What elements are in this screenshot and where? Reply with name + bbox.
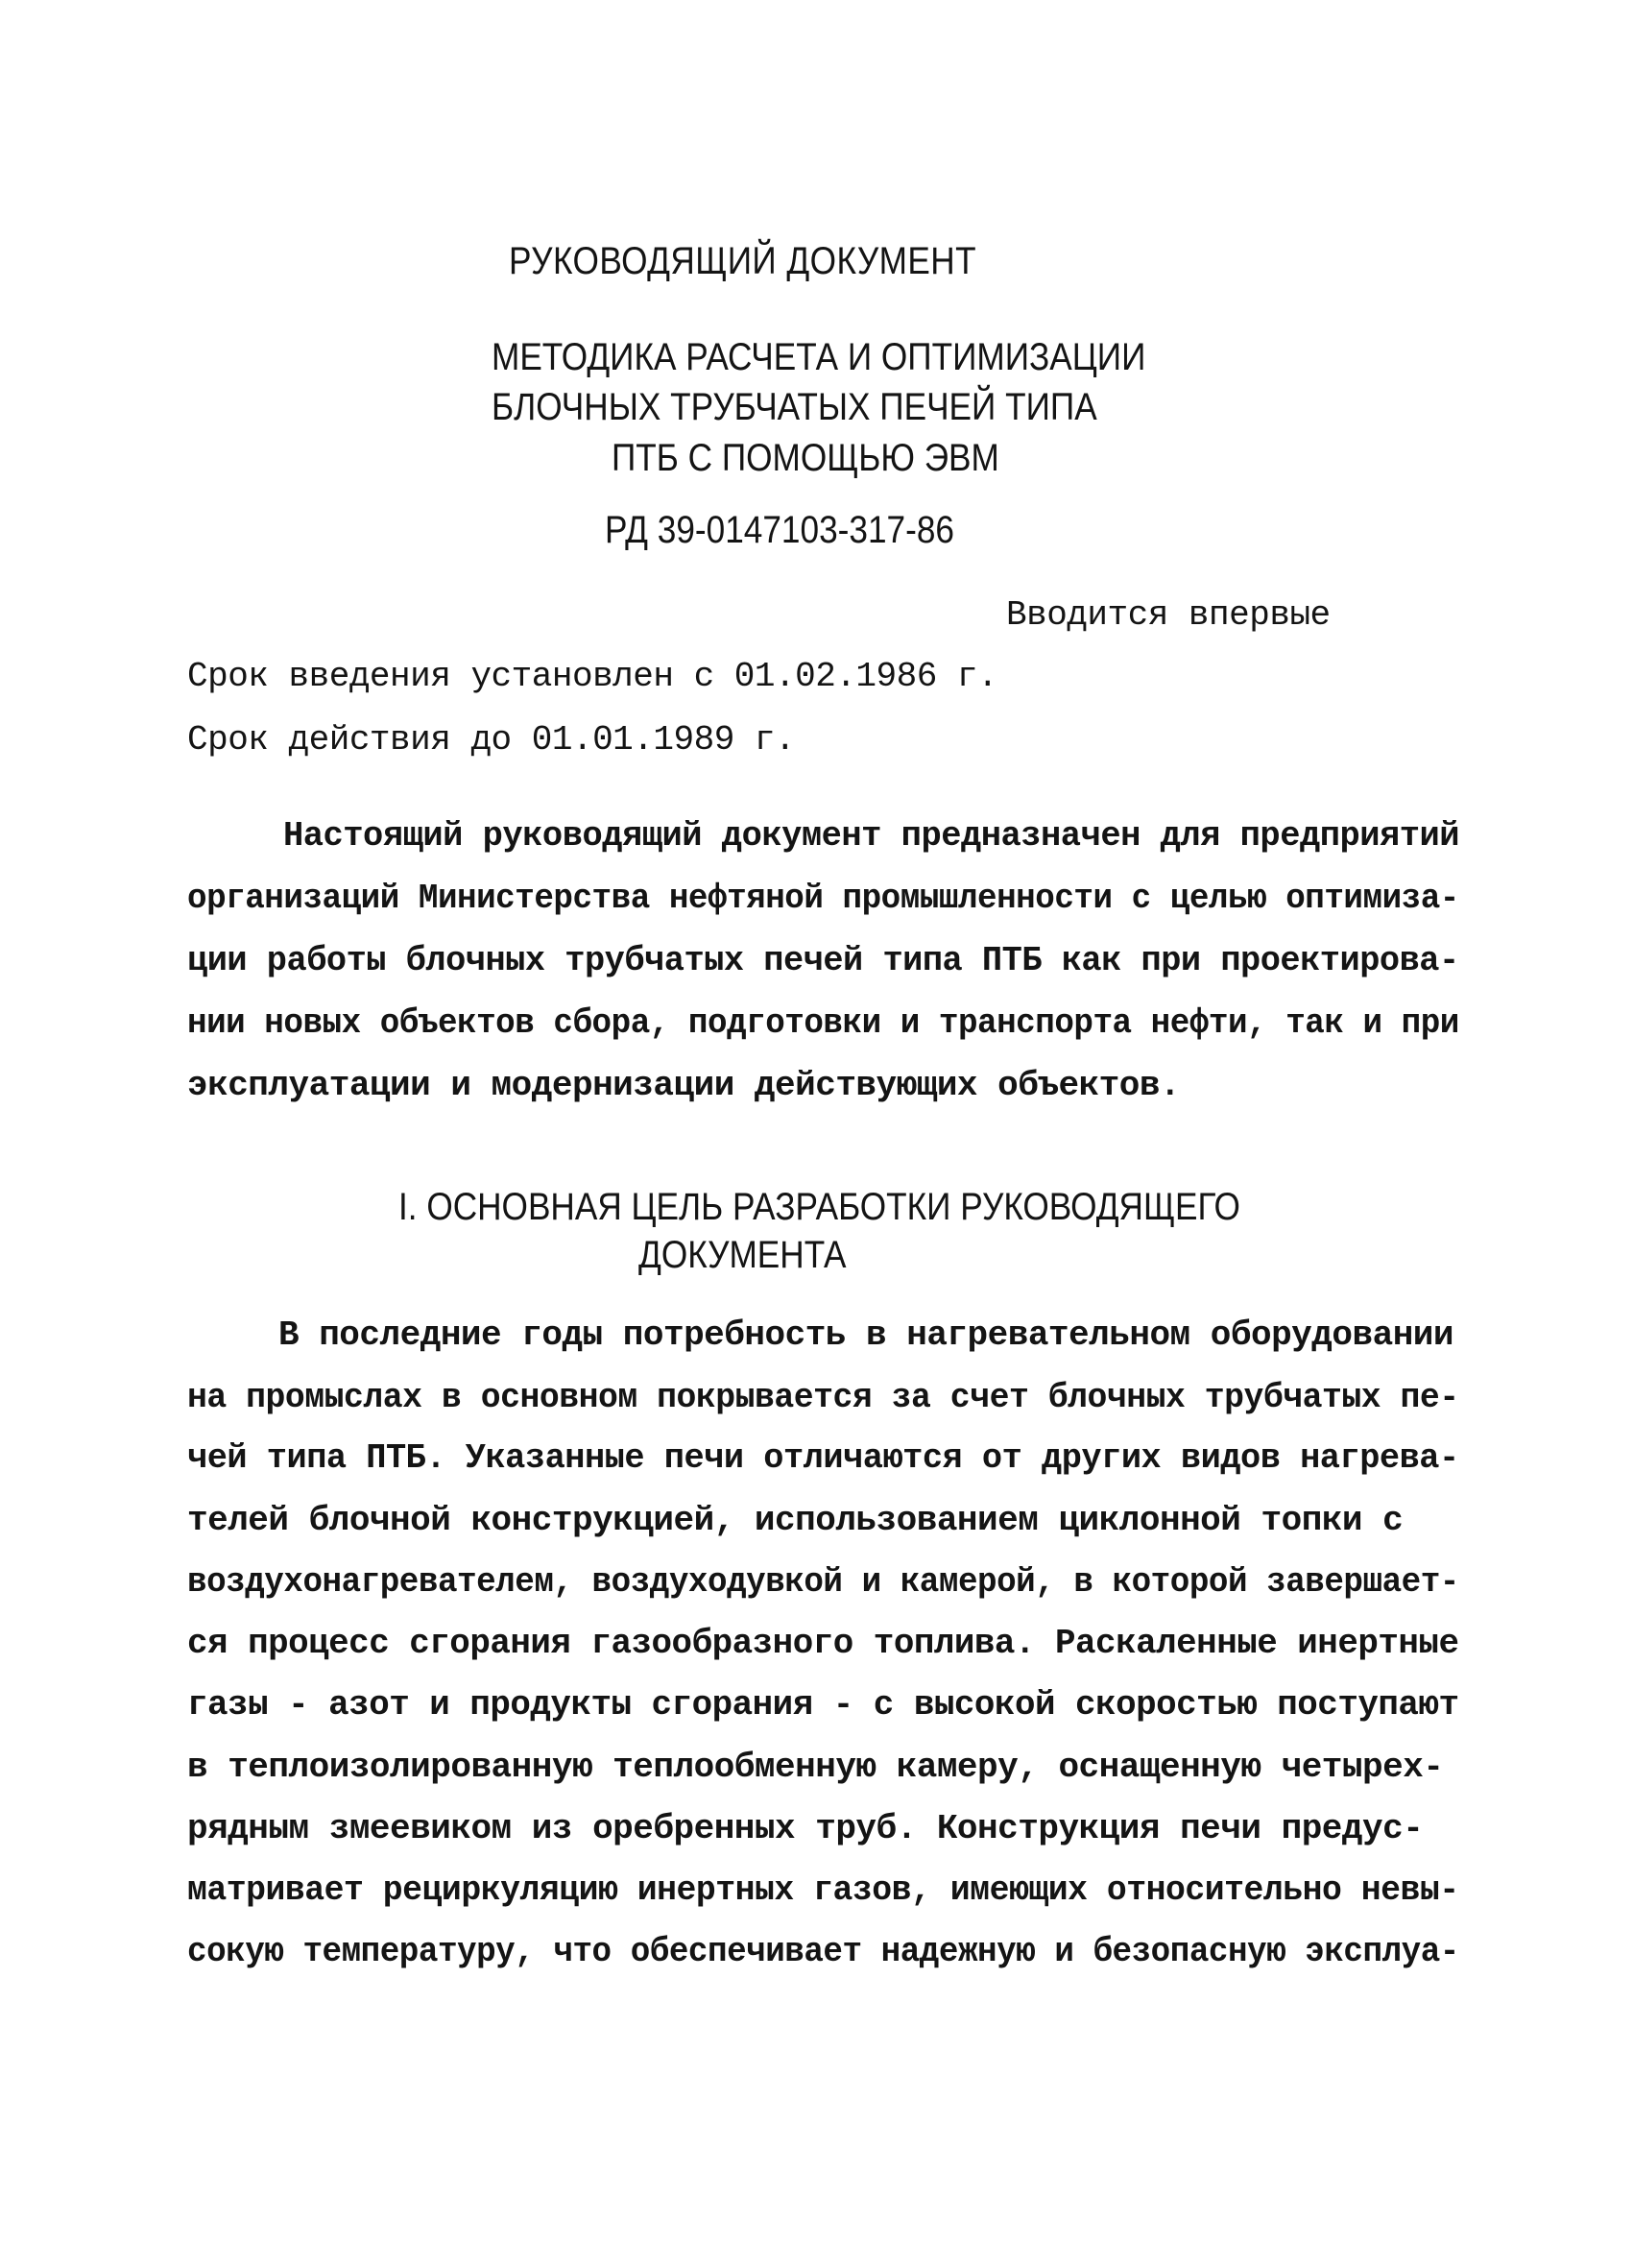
paragraph-line: на промыслах в основном покрывается за счет блочных трубчатых пе- — [187, 1378, 1459, 1417]
status-intro: Вводится впервые — [1006, 595, 1331, 635]
paragraph-line: организаций Министерства нефтяной промышленности с целью оптимиза- — [187, 879, 1459, 918]
effective-from: Срок введения установлен с 01.02.1986 г. — [187, 657, 998, 696]
paragraph-line: В последние годы потребность в нагревательном оборудовании — [278, 1315, 1454, 1355]
section-1-heading-line-1: I. ОСНОВНАЯ ЦЕЛЬ РАЗРАБОТКИ РУКОВОДЯЩЕГО — [398, 1186, 1240, 1228]
document-title-line-2: БЛОЧНЫХ ТРУБЧАТЫХ ПЕЧЕЙ ТИПА — [492, 386, 1097, 428]
paragraph-line: Настоящий руководящий документ предназначен для предприятий — [283, 816, 1460, 856]
paragraph-line: нии новых объектов сбора, подготовки и транспорта нефти, так и при — [187, 1003, 1459, 1043]
document-title-line-1: МЕТОДИКА РАСЧЕТА И ОПТИМИЗАЦИИ — [492, 336, 1146, 378]
document-code: РД 39-0147103-317-86 — [605, 509, 954, 551]
paragraph-line: воздухонагревателем, воздуходувкой и камерой, в которой завершает- — [187, 1562, 1459, 1602]
paragraph-line: матривает рециркуляцию инертных газов, имеющих относительно невы- — [187, 1870, 1459, 1910]
paragraph-line: в теплоизолированную теплообменную камеру, оснащенную четырех- — [187, 1748, 1444, 1787]
valid-until: Срок действия до 01.01.1989 г. — [187, 720, 796, 760]
document-title-line-3: ПТБ С ПОМОЩЬЮ ЭВМ — [612, 437, 999, 479]
paragraph-line: рядным змеевиком из оребренных труб. Конструкция печи предус- — [187, 1809, 1424, 1848]
document-type-heading: РУКОВОДЯЩИЙ ДОКУМЕНТ — [509, 240, 977, 282]
paragraph-line: ции работы блочных трубчатых печей типа ПТБ как при проектирова- — [187, 941, 1459, 980]
paragraph-line: телей блочной конструкцией, использованием циклонной топки с — [187, 1501, 1404, 1540]
section-1-heading-line-2: ДОКУМЕНТА — [638, 1234, 847, 1276]
paragraph-line: сокую температуру, что обеспечивает надежную и безопасную эксплуа- — [187, 1932, 1459, 1971]
paragraph-line: эксплуатации и модернизации действующих объектов. — [187, 1066, 1181, 1105]
paragraph-line: чей типа ПТБ. Указанные печи отличаются от других видов нагрева- — [187, 1438, 1459, 1478]
paragraph-line: ся процесс сгорания газообразного топлива. Раскаленные инертные — [187, 1624, 1459, 1663]
paragraph-line: газы - азот и продукты сгорания - с высокой скоростью поступают — [187, 1685, 1459, 1725]
